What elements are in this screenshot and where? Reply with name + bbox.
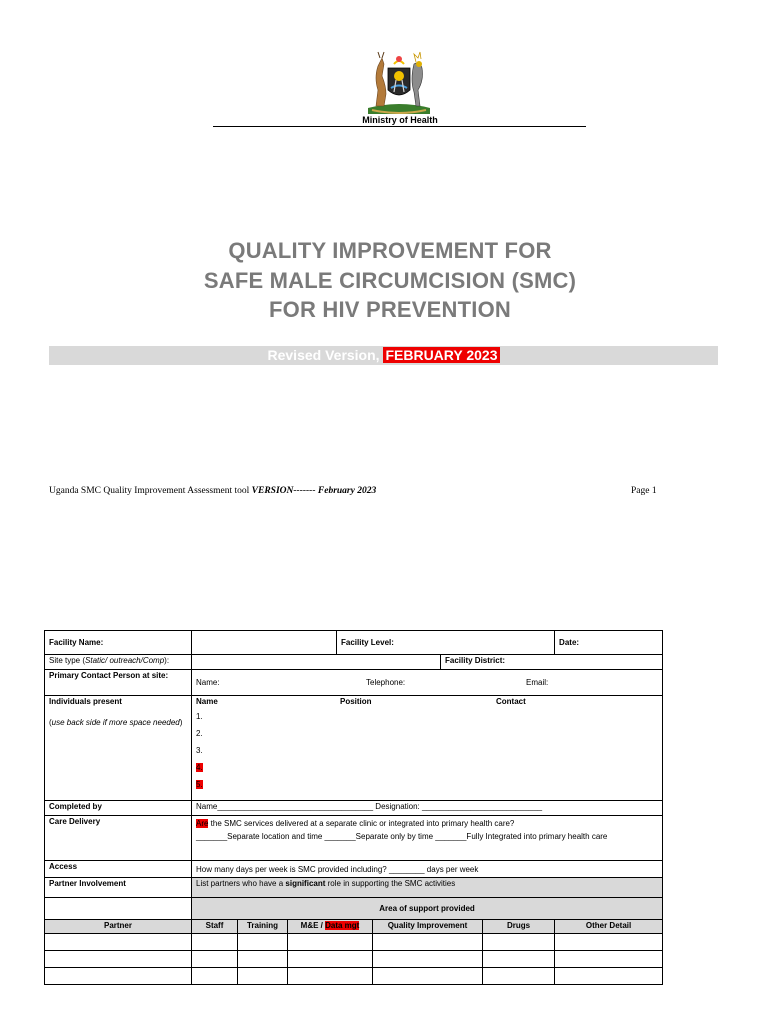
primary-contact-field[interactable] (192, 670, 663, 696)
site-type-text-start: Site type ( (49, 656, 86, 665)
contact-email-label: Email: (526, 678, 549, 687)
individuals-present-cell (45, 696, 192, 801)
partners-question (192, 878, 663, 898)
area-support-spacer (45, 898, 192, 920)
site-type-label (45, 655, 192, 670)
col-name-header: Name (196, 697, 218, 706)
me-cell[interactable] (288, 934, 373, 951)
footer-tool-text: Uganda SMC Quality Improvement Assessment tool (49, 486, 252, 496)
drugs-col-header: Drugs (483, 920, 555, 934)
other-col-header: Other Detail (555, 920, 663, 934)
partner-col-header: Partner (45, 920, 192, 934)
me-col-header (288, 920, 373, 934)
training-cell[interactable] (238, 968, 288, 985)
individual-row-5 (196, 776, 658, 793)
completed-by-label: Completed by (45, 801, 192, 816)
completed-by-field[interactable]: Name___________________________________ Designation: ___________________________ (192, 801, 663, 816)
me-cell[interactable] (288, 968, 373, 985)
site-type-field[interactable] (192, 655, 441, 670)
access-label: Access (45, 861, 192, 878)
staff-cell[interactable] (192, 934, 238, 951)
partners-q-end: role in supporting the SMC activities (325, 879, 456, 888)
back-side-open: ( (49, 718, 52, 727)
partner-cell[interactable] (45, 968, 192, 985)
care-question-highlight: Are (196, 819, 209, 828)
back-side-close: ) (179, 718, 183, 727)
staff-cell[interactable] (192, 951, 238, 968)
care-delivery-label: Care Delivery (45, 816, 192, 861)
staff-col-header: Staff (192, 920, 238, 934)
qi-col-header: Quality Improvement (373, 920, 483, 934)
training-col-header: Training (238, 920, 288, 934)
area-support-header: Area of support provided (192, 898, 663, 920)
drugs-cell[interactable] (483, 951, 555, 968)
me-cell[interactable] (288, 951, 373, 968)
individual-row-2: 2. (196, 729, 203, 738)
other-cell[interactable] (555, 951, 663, 968)
coat-of-arms-emblem (362, 50, 436, 116)
col-position-header: Position (340, 697, 372, 706)
care-delivery-options: _______Separate location and time _______Separate only by time _______Fully Integrated into primary health care (196, 832, 608, 841)
partner-row (45, 968, 663, 985)
version-band (49, 346, 718, 365)
version-prefix: Revised Version, (267, 347, 380, 363)
training-cell[interactable] (238, 934, 288, 951)
partner-cell[interactable] (45, 934, 192, 951)
contact-telephone-label: Telephone: (366, 678, 406, 687)
facility-assessment-form (44, 630, 663, 985)
partners-q-bold: significant (285, 879, 326, 888)
partners-q-start: List partners who have a (196, 879, 286, 888)
drugs-cell[interactable] (483, 934, 555, 951)
data-mgt-highlight: Data mgt (325, 921, 360, 930)
partner-cell[interactable] (45, 951, 192, 968)
ministry-label: Ministry of Health (362, 115, 438, 125)
care-delivery-question[interactable] (192, 816, 663, 861)
facility-district-label[interactable]: Facility District: (441, 655, 663, 670)
training-cell[interactable] (238, 951, 288, 968)
facility-name-label: Facility Name: (45, 631, 192, 655)
back-side-text: use back side if more space needed (51, 718, 180, 727)
partner-involvement-label: Partner Involvement (45, 878, 192, 898)
individual-number-4: 4. (196, 763, 203, 772)
title-line-2: SAFE MALE CIRCUMCISION (SMC) (203, 268, 577, 293)
access-question[interactable]: How many days per week is SMC provided including? ________ days per week (192, 861, 663, 878)
individual-row-4 (196, 759, 658, 776)
staff-cell[interactable] (192, 968, 238, 985)
header-divider (213, 126, 586, 127)
me-prefix: M&E / (300, 921, 326, 930)
individual-number-5: 5. (196, 780, 203, 789)
other-cell[interactable] (555, 934, 663, 951)
site-type-options: Static/ outreach/Comp (85, 656, 165, 665)
individuals-header (196, 697, 658, 706)
date-label[interactable]: Date: (555, 631, 663, 655)
individuals-present-label: Individuals present (49, 697, 122, 706)
title-line-1: QUALITY IMPROVEMENT FOR (228, 238, 552, 263)
footer-page-number: Page 1 (631, 486, 657, 496)
facility-level-label[interactable]: Facility Level: (337, 631, 555, 655)
other-cell[interactable] (555, 968, 663, 985)
title-line-3: FOR HIV PREVENTION (269, 297, 511, 322)
individual-row-1: 1. (196, 712, 203, 721)
version-date: FEBRUARY 2023 (385, 347, 498, 363)
site-type-text-end: ): (164, 656, 170, 665)
footer-tool-name (49, 486, 376, 496)
individuals-list[interactable] (192, 696, 663, 801)
partner-row (45, 934, 663, 951)
drugs-cell[interactable] (483, 968, 555, 985)
care-question-text: the SMC services delivered at a separate clinic or integrated into primary health care? (208, 819, 515, 828)
col-contact-header: Contact (496, 697, 526, 706)
partner-row (45, 951, 663, 968)
primary-contact-label: Primary Contact Person at site: (45, 670, 192, 696)
facility-name-field[interactable] (192, 631, 337, 655)
qi-cell[interactable] (373, 968, 483, 985)
qi-cell[interactable] (373, 951, 483, 968)
individual-row-3: 3. (196, 746, 203, 755)
qi-cell[interactable] (373, 934, 483, 951)
back-side-note (49, 718, 187, 727)
contact-name-label: Name: (196, 678, 220, 687)
footer-version: VERSION------- February 2023 (251, 486, 377, 496)
